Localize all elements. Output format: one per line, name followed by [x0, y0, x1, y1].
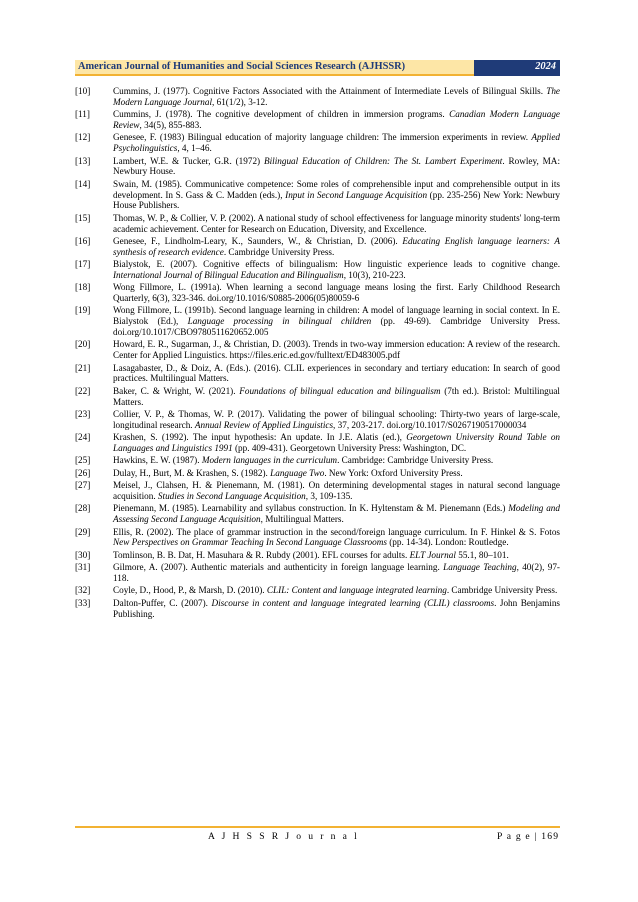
reference-number: [11]	[75, 109, 90, 120]
reference-segment: , 10(3), 210-223.	[343, 269, 406, 280]
reference-item	[75, 282, 560, 304]
reference-segment: Ellis, R. (2002). The place of grammar instruction in the second/foreign language curriculum. In F. Hinkel & S. Fotos	[113, 526, 560, 537]
reference-item	[75, 86, 560, 108]
reference-number: [28]	[75, 503, 91, 514]
page-number: P a g e | 169	[497, 831, 560, 842]
reference-item	[75, 468, 560, 479]
reference-segment: , Multilingual Matters.	[260, 514, 344, 525]
reference-source-title: The Modern Language Journal	[113, 86, 560, 107]
reference-segment: , 37, 203-217. doi.org/10.1017/S0267190517000034	[333, 419, 527, 430]
reference-segment: . New York: Oxford University Press.	[324, 467, 463, 478]
reference-text	[113, 598, 560, 620]
reference-segment: . Cambridge: Cambridge University Press.	[337, 455, 494, 466]
reference-number: [13]	[75, 155, 91, 166]
reference-number: [23]	[75, 409, 91, 420]
reference-text	[113, 179, 560, 211]
reference-item	[75, 455, 560, 466]
reference-segment: . Rowley, MA: Newbury House.	[113, 155, 560, 177]
reference-segment: Lasagabaster, D., & Doiz, A. (Eds.). (2016). CLIL experiences in secondary and tertiary education: In search of good practices. Multilingual Matters.	[113, 362, 560, 384]
reference-item	[75, 156, 560, 178]
reference-number: [15]	[75, 212, 91, 223]
reference-segment: Dulay, H., Burt, M. & Krashen, S. (1982).	[113, 467, 271, 478]
reference-text	[113, 480, 560, 502]
reference-item	[75, 409, 560, 431]
reference-text	[113, 363, 560, 385]
footer-divider	[75, 826, 560, 828]
reference-list	[75, 86, 560, 621]
reference-segment: Hawkins, E. W. (1987).	[113, 455, 202, 466]
reference-segment: Meisel, J., Clahsen, H. & Pienemann, M. (1981). On determining developmental stages in natural second language acquisition.	[113, 480, 560, 501]
reference-item	[75, 585, 560, 596]
reference-text	[113, 468, 560, 479]
reference-segment: Tomlinson, B. B. Dat, H. Masuhara & R. Rubdy (2001). EFL courses for adults.	[113, 549, 410, 560]
reference-number: [21]	[75, 362, 91, 373]
reference-text	[113, 527, 560, 549]
reference-source-title: Input in Second Language Acquisition	[285, 189, 428, 200]
reference-segment: , 4, 1–46.	[177, 143, 212, 154]
reference-number: [22]	[75, 385, 91, 396]
reference-source-title: Modern languages in the curriculum	[201, 455, 338, 466]
reference-source-title: Foundations of bilingual education and bilingualism	[239, 385, 441, 396]
reference-segment: , 61(1/2), 3-12.	[212, 96, 268, 107]
reference-source-title: Bilingual Education of Children: The St. Lambert Experiment	[263, 155, 503, 166]
reference-text	[113, 109, 560, 131]
reference-source-title: Language Two	[270, 467, 325, 478]
reference-source-title: Studies in Second Language Acquisition	[157, 490, 306, 501]
reference-item	[75, 363, 560, 385]
reference-segment: Bialystok, E. (2007). Cognitive effects of bilingualism: How linguistic experience leads to cognitive change.	[113, 259, 560, 270]
reference-text	[113, 503, 560, 525]
reference-text	[113, 409, 560, 431]
reference-text	[113, 236, 560, 258]
reference-text	[113, 386, 560, 408]
reference-segment: Pienemann, M. (1985). Learnability and syllabus construction. In K. Hyltenstam & M. Pienemann (Eds.)	[113, 503, 509, 514]
reference-source-title: CLIL: Content and language integrated learning	[266, 585, 447, 596]
journal-year: 2024	[474, 60, 560, 76]
reference-number: [12]	[75, 132, 91, 143]
reference-segment: Coyle, D., Hood, P., & Marsh, D. (2010).	[113, 585, 267, 596]
reference-item	[75, 236, 560, 258]
reference-source-title: Annual Review of Applied Linguistics	[194, 419, 334, 430]
reference-segment: Lambert, W.E. & Tucker, G.R. (1972)	[113, 155, 264, 166]
reference-item	[75, 213, 560, 235]
journal-header	[75, 60, 560, 76]
reference-segment: Swain, M. (1985). Communicative competence: Some roles of comprehensible input and comprehensible output in its development. In S. Gass & C. Madden (eds.),	[113, 178, 560, 200]
reference-text	[113, 156, 560, 178]
reference-source-title: New Perspectives on Grammar Teaching In Second Language Classrooms	[113, 537, 387, 548]
reference-number: [32]	[75, 585, 91, 596]
reference-segment: , 40(2), 97-118.	[113, 562, 560, 583]
reference-segment: Cummins, J. (1978). The cognitive development of children in immersion programs.	[113, 109, 450, 120]
reference-number: [33]	[75, 597, 91, 608]
reference-source-title: Language Teaching	[443, 562, 517, 573]
reference-item	[75, 550, 560, 561]
reference-item	[75, 598, 560, 620]
reference-item	[75, 562, 560, 584]
reference-segment: . Cambridge University Press.	[223, 246, 335, 257]
reference-item	[75, 109, 560, 131]
reference-number: [16]	[75, 235, 91, 246]
reference-source-title: Educating English language learners: A synthesis of research evidence	[113, 235, 560, 257]
reference-text	[113, 339, 560, 361]
reference-segment: , 3, 109-135.	[305, 490, 353, 501]
reference-segment: Dalton-Puffer, C. (2007).	[113, 597, 212, 608]
reference-text	[113, 259, 560, 281]
reference-segment: Krashen, S. (1992). The input hypothesis: An update. In J.E. Alatis (ed.),	[113, 432, 407, 443]
reference-number: [25]	[75, 455, 91, 466]
footer-journal: A J H S S R J o u r n a l	[208, 831, 360, 842]
reference-segment: (pp. 49-69). Cambridge University Press. doi.org/10.1017/CBO9780511620652.005	[113, 316, 561, 338]
reference-source-title: Canadian Modern Language Review	[113, 109, 560, 130]
reference-segment: Genesee, F. (1983) Bilingual education of majority language children: The immersion experiments in review.	[113, 132, 532, 143]
reference-segment: . Cambridge University Press.	[446, 585, 558, 596]
reference-text	[113, 86, 560, 108]
reference-item	[75, 386, 560, 408]
reference-source-title: International Journal of Bilingual Education and Bilingualism	[113, 269, 344, 280]
reference-item	[75, 339, 560, 361]
reference-segment: (7th ed.). Bristol: Multilingual Matters.	[113, 385, 560, 407]
reference-text	[113, 455, 560, 466]
reference-segment: . John Benjamins Publishing.	[113, 597, 560, 619]
reference-segment: Genesee, F., Lindholm-Leary, K., Saunders, W., & Christian, D. (2006).	[113, 235, 403, 246]
reference-number: [17]	[75, 259, 91, 270]
reference-text	[113, 550, 560, 561]
reference-item	[75, 480, 560, 502]
journal-title: American Journal of Humanities and Social Sciences Research (AJHSSR)	[75, 60, 474, 76]
reference-item	[75, 259, 560, 281]
reference-source-title: Language processing in bilingual children	[187, 316, 372, 327]
reference-segment: Collier, V. P., & Thomas, W. P. (2017). Validating the power of bilingual schooling: Thirty-two years of large-scale, longitudinal research.	[113, 409, 560, 430]
reference-number: [18]	[75, 282, 91, 293]
reference-source-title: Applied Psycholinguistics	[113, 132, 560, 154]
reference-number: [14]	[75, 178, 91, 189]
reference-text	[113, 585, 560, 596]
reference-segment: Gilmore, A. (2007). Authentic materials and authenticity in foreign language learning.	[113, 562, 444, 573]
reference-segment: Baker, C. & Wright, W. (2021).	[113, 385, 240, 396]
reference-number: [30]	[75, 549, 91, 560]
reference-segment: (pp. 235-256) New York: Newbury House Publishers.	[113, 189, 561, 211]
reference-item	[75, 305, 560, 337]
reference-segment: Howard, E. R., Sugarman, J., & Christian, D. (2003). Trends in two-way immersion education: A review of the research. Center for Applied Linguistics. https://files.eric.ed.gov/fulltext/ED483005.pdf	[113, 339, 560, 361]
reference-segment: , 34(5), 855-883.	[139, 119, 202, 130]
reference-number: [10]	[75, 86, 91, 96]
reference-item	[75, 132, 560, 154]
reference-segment: Wong Fillmore, L. (1991b). Second language learning in children: A model of language learning in social context. In E. Bialystok (Ed.),	[113, 305, 560, 327]
reference-number: [20]	[75, 339, 91, 350]
reference-source-title: Modeling and Assessing Second Language Acquisition	[113, 503, 560, 525]
reference-item	[75, 432, 560, 454]
reference-number: [24]	[75, 432, 91, 443]
reference-item	[75, 179, 560, 211]
reference-text	[113, 282, 560, 304]
reference-source-title: Georgetown University Round Table on Languages and Linguistics 1991	[113, 432, 561, 454]
reference-text	[113, 562, 560, 584]
reference-segment: Wong Fillmore, L. (1991a). When learning a second language means losing the first. Early Childhood Research Quarterly, 6(3), 323-346. doi.org/10.1016/S0885-2006(05)80059-6	[113, 282, 560, 304]
reference-segment: Thomas, W. P., & Collier, V. P. (2002). A national study of school effectiveness for language minority students' long-term academic achievement. Center for Research on Education, Diversity, and Excellence.	[113, 212, 560, 234]
reference-segment: (pp. 409-431). Georgetown University Press: Washington, DC.	[232, 443, 467, 454]
reference-number: [26]	[75, 467, 91, 478]
reference-segment: 55.1, 80–101.	[455, 549, 509, 560]
reference-text	[113, 432, 560, 454]
reference-text	[113, 305, 560, 337]
reference-number: [31]	[75, 562, 91, 573]
reference-source-title: ELT Journal	[409, 549, 456, 560]
reference-item	[75, 503, 560, 525]
reference-number: [29]	[75, 526, 91, 537]
reference-source-title: Discourse in content and language integrated learning (CLIL) classrooms	[211, 597, 495, 608]
reference-segment: Cummins, J. (1977). Cognitive Factors Associated with the Attainment of Intermediate Levels of Bilingual Skills.	[113, 86, 547, 96]
reference-text	[113, 213, 560, 235]
reference-number: [27]	[75, 480, 91, 491]
reference-text	[113, 132, 560, 154]
reference-segment: (pp. 14-34). London: Routledge.	[386, 537, 509, 548]
reference-item	[75, 527, 560, 549]
reference-number: [19]	[75, 305, 91, 316]
